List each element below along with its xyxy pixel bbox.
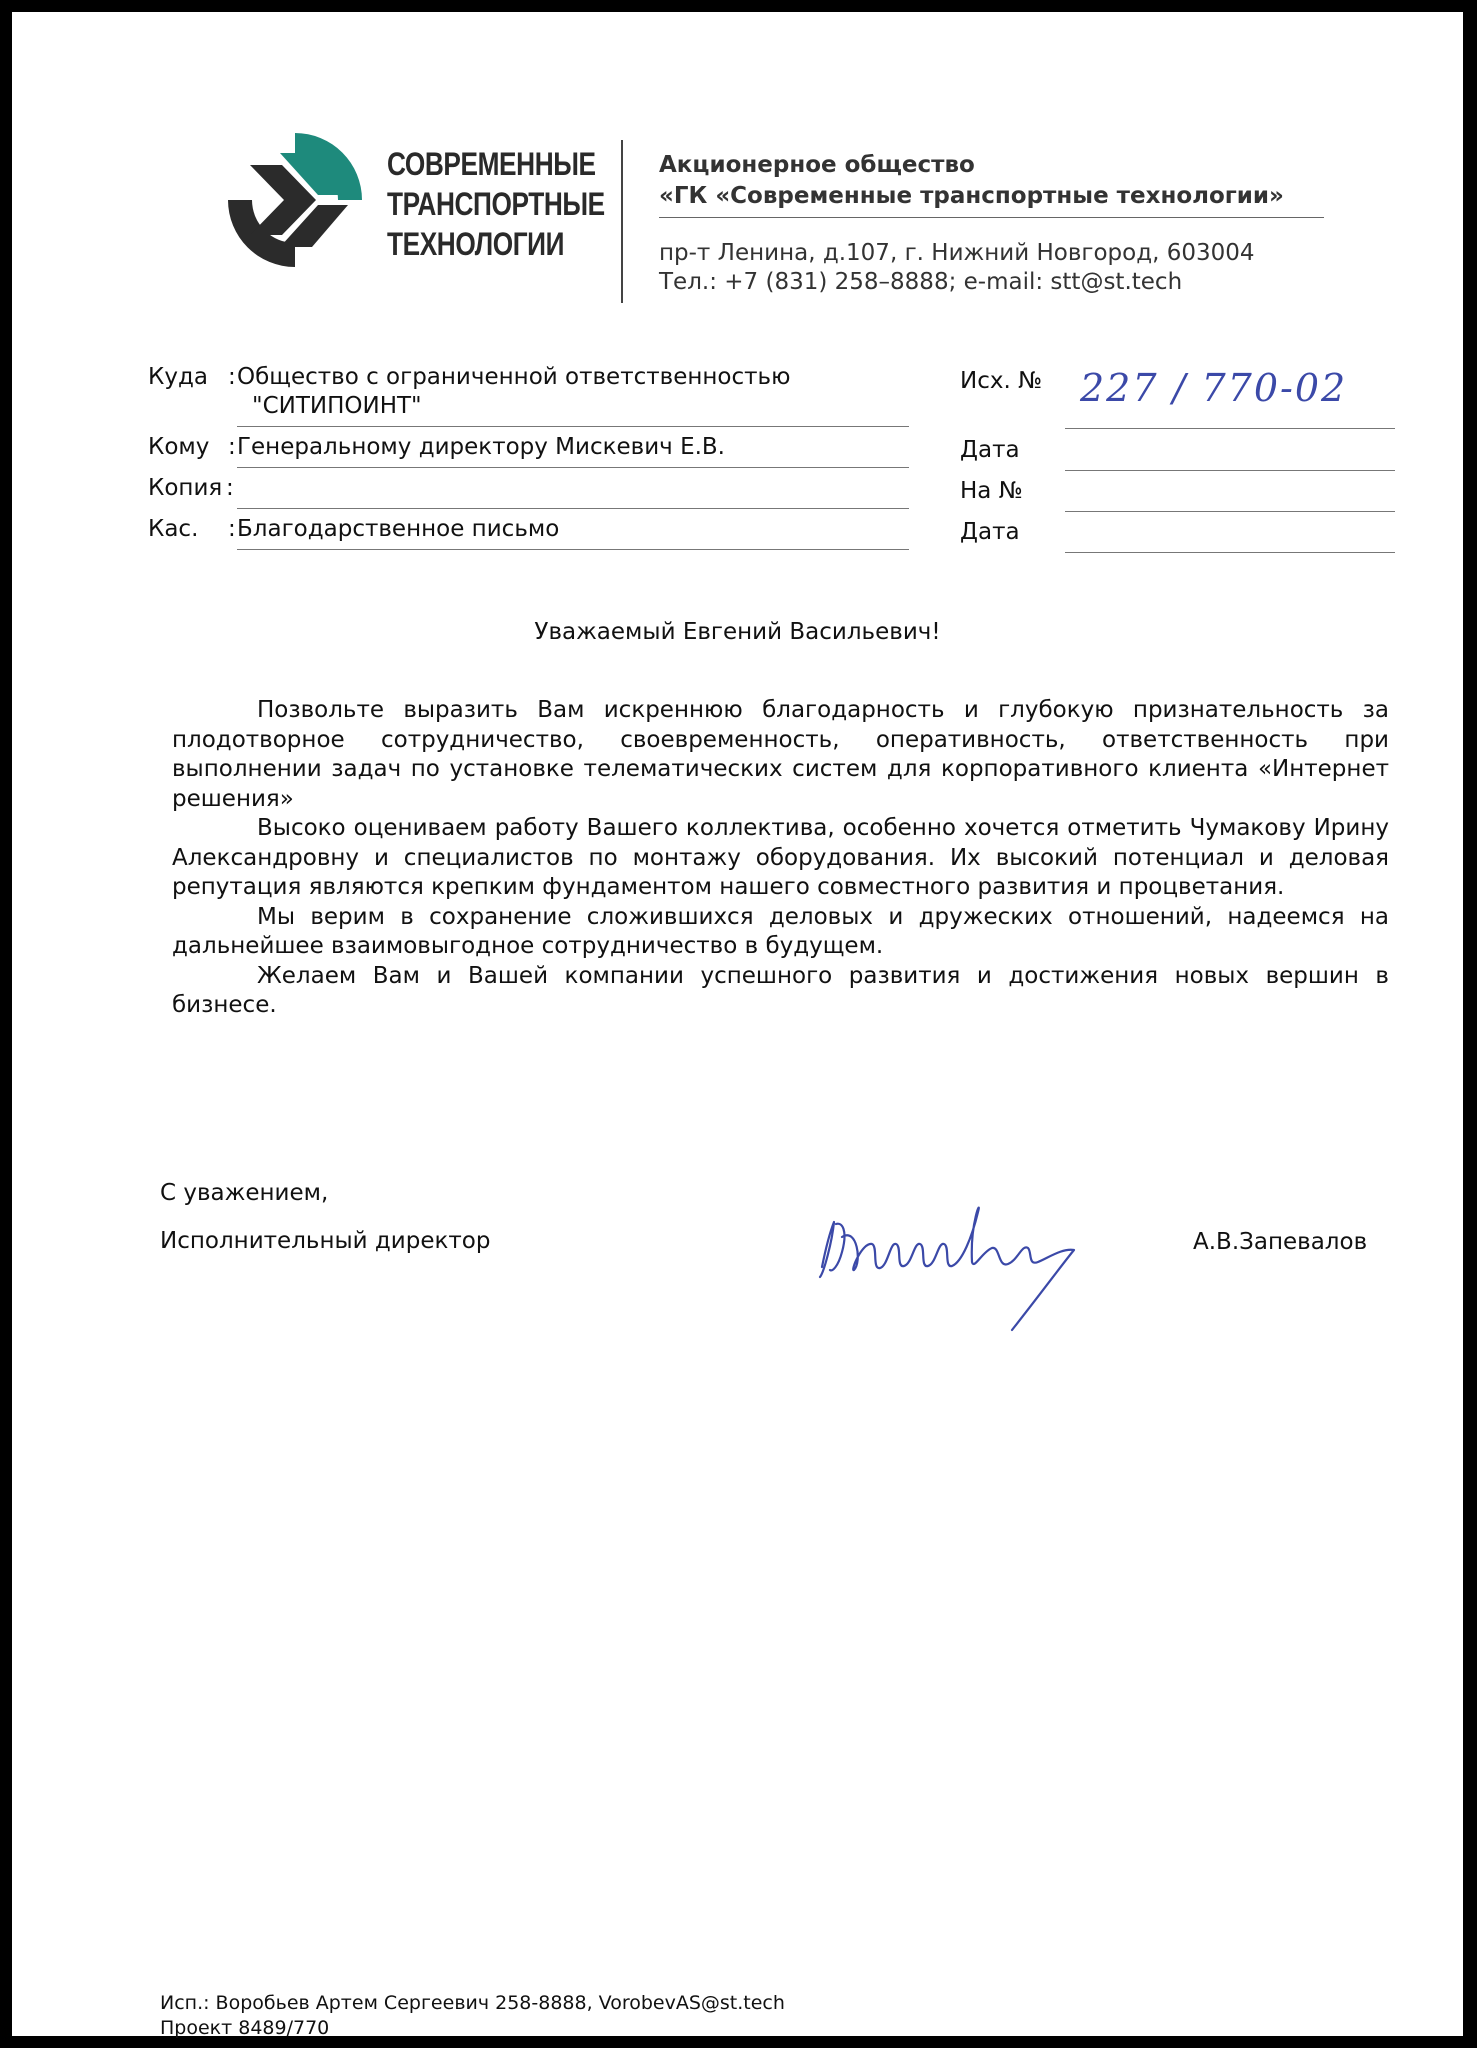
company-logo-icon [220,125,370,275]
footer-project: Проект 8489/770 [160,2017,330,2039]
field-kuda-value-line1: Общество с ограниченной ответственностью [237,364,791,390]
letter-body [172,696,1389,1021]
field-data1-line [1065,470,1395,471]
field-komu-label: Кому [148,434,210,460]
field-kas-label: Кас. [148,516,199,542]
field-kopiya-line [237,508,909,509]
field-kas-value: Благодарственное письмо [237,516,560,542]
signer-position: Исполнительный директор [160,1228,491,1254]
field-isx-line [1065,428,1395,429]
field-komu-line [237,467,909,468]
org-name: «ГК «Современные транспортные технологии» [659,183,1284,209]
field-isx-value: 227 / 770-02 [1080,366,1348,410]
closing-phrase: С уважением, [160,1180,329,1206]
letterhead-rule [659,217,1324,218]
field-na-line [1065,511,1395,512]
body-paragraph-1: Позвольте выразить Вам искреннюю благодарность и глубокую признательность за плодотворное сотрудничество, своевременность, оперативность, ответственность при выполнении задач по установке телематических систем для корпоративного клиента «Интернет решения» [172,697,1389,812]
field-kopiya-colon: : [226,475,234,501]
org-type: Акционерное общество [659,152,975,178]
body-paragraph-2: Высоко оцениваем работу Вашего коллектива, особенно хочется отметить Чумакову Ирину Александровну и специалистов по монтажу оборудования. Их высокий потенциал и деловая репутация являются крепким фундаментом нашего совместного развития и процветания. [172,815,1389,900]
letter-greeting: Уважаемый Евгений Васильевич! [534,619,941,645]
field-data2-line [1065,552,1395,553]
handwritten-signature [802,1182,1122,1332]
letter-page [12,12,1463,2039]
body-paragraph-3: Мы верим в сохранение сложившихся деловых и дружеских отношений, надеемся на дальнейшее взаимовыгодное сотрудничество в будущем. [172,903,1389,959]
field-kuda-label: Куда [148,364,208,390]
field-komu-colon: : [228,434,236,460]
field-data2-label: Дата [960,519,1020,545]
field-isx-label: Исх. № [960,368,1043,394]
org-address: пр-т Ленина, д.107, г. Нижний Новгород, 603004 [659,240,1255,266]
field-kas-colon: : [228,516,236,542]
org-contacts: Тел.: +7 (831) 258–8888; e-mail: stt@st.tech [659,269,1183,295]
field-kuda-colon: : [228,364,236,390]
body-paragraph-4: Желаем Вам и Вашей компании успешного развития и достижения новых вершин в бизнесе. [172,962,1389,1018]
field-na-label: На № [960,478,1023,504]
signer-name: А.В.Запевалов [1193,1229,1368,1255]
letterhead-divider [621,140,623,303]
field-komu-value: Генеральному директору Мискевич Е.В. [237,434,725,460]
footer-executor: Исп.: Воробьев Артем Сергеевич 258-8888, VorobevAS@st.tech [160,1992,785,2014]
field-kuda-line [237,426,909,427]
field-kas-line [237,549,909,550]
field-kuda-value-line2: "СИТИПОИНТ" [252,393,422,419]
field-kopiya-label: Копия [148,475,223,501]
company-logo-wordmark: СОВРЕМЕННЫЕ ТРАНСПОРТНЫЕ ТЕХНОЛОГИИ [387,146,605,262]
field-data1-label: Дата [960,437,1020,463]
